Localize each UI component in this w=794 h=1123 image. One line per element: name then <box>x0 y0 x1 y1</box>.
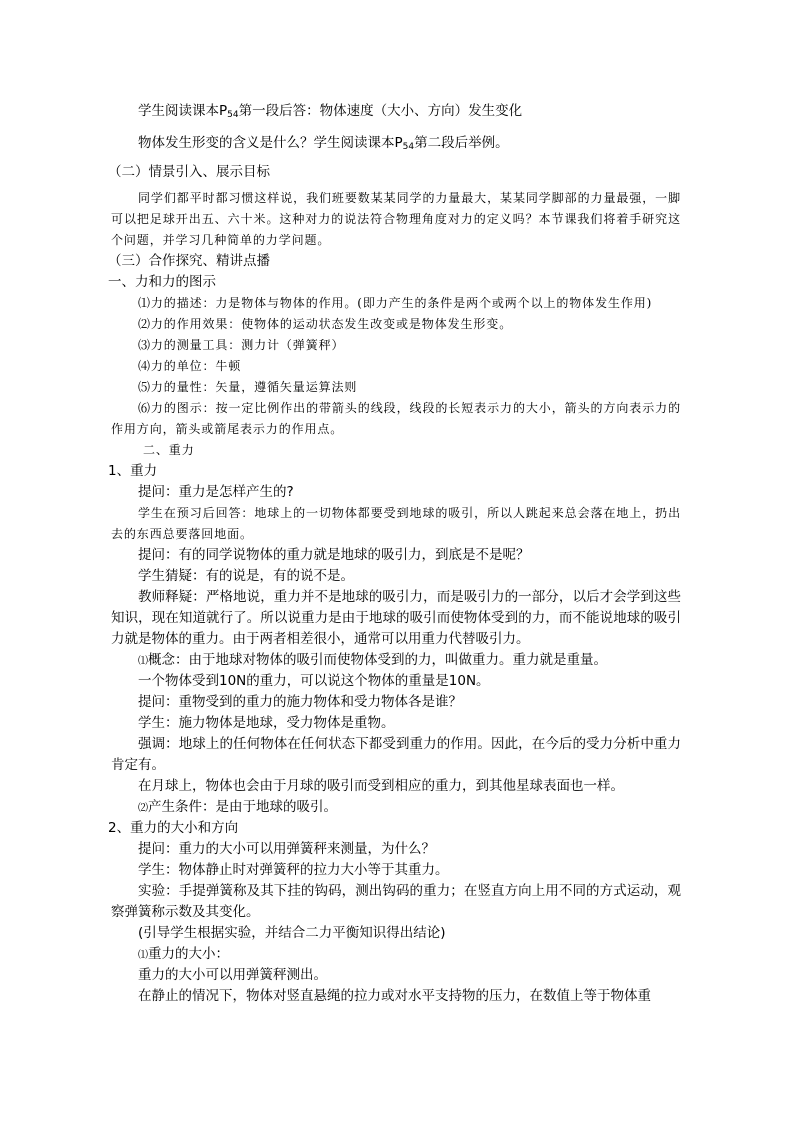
force-item-5: ⑸力的量性：矢量，遵循矢量运算法则 <box>138 380 358 394</box>
gravity-question-3: 提问：重物受到的重力的施力物体和受力物体各是谁？ <box>138 694 462 710</box>
heading-situation: （二）情景引入、展示目标 <box>108 164 270 180</box>
force-item-4: ⑷力的单位：牛顿 <box>138 359 242 373</box>
gravity-answer-1: 学生在预习后回答：地球上的一切物体都要受到地球的吸引，所以人跳起来总会落在地上，扔出去的东西总要落回地面。 <box>111 506 681 541</box>
heading-force: 一、力和力的图示 <box>108 274 216 290</box>
gravity-example: 一个物体受到10N的重力，可以说这个物体的重量是10N。 <box>138 673 490 689</box>
document-body <box>108 101 681 1007</box>
gravity2-guide: (引导学生根据实验，并结合二力平衡知识得出结论) <box>138 925 446 941</box>
gravity-concept: ⑴概念：由于地球对物体的吸引而使物体受到的力，叫做重力。重力就是重量。 <box>138 652 607 668</box>
gravity-stress: 强调：地球上的任何物体在任何状态下都受到重力的作用。因此，在今后的受力分析中重力肯定有。 <box>111 736 681 773</box>
paragraph-situation: 同学们都平时都习惯这样说，我们班要数某某同学的力量最大，某某同学脚部的力量最强，一脚可以把足球开出五、六十米。这种对力的说法符合物理角度对力的定义吗？本节课我们将着手研究这个问题，并学习几种简单的力学问题。 <box>111 191 681 247</box>
force-item-2: ⑵力的作用效果：使物体的运动状态发生改变或是物体发生形变。 <box>138 317 513 331</box>
gravity2-measure: 重力的大小可以用弹簧秤测出。 <box>138 967 327 983</box>
gravity2-size-heading: ⑴重力的大小： <box>138 946 229 962</box>
heading-explore: （三）合作探究、精讲点播 <box>108 253 270 269</box>
heading-gravity: 二、重力 <box>143 443 195 457</box>
line-answer-1: 学生阅读课本$P_{54}$第一段后答：物体速度（大小、方向）发生变化 <box>138 103 523 120</box>
heading-gravity-2: 2、重力的大小和方向 <box>108 820 239 836</box>
gravity-student-guess: 学生猜疑：有的说是，有的说不是。 <box>138 568 354 584</box>
gravity2-question: 提问：重力的大小可以用弹簧秤来测量，为什么？ <box>138 841 435 857</box>
gravity-answer-3: 学生：施力物体是地球，受力物体是重物。 <box>138 715 395 731</box>
gravity-moon: 在月球上，物体也会由于月球的吸引而受到相应的重力，到其他星球表面也一样。 <box>138 778 624 794</box>
gravity-question-1: 提问：重力是怎样产生的? <box>138 484 294 500</box>
gravity-condition: ⑵产生条件：是由于地球的吸引。 <box>138 799 337 815</box>
force-item-3: ⑶力的测量工具：测力计（弹簧秤） <box>138 338 345 352</box>
gravity-teacher-explanation: 教师释疑：严格地说，重力并不是地球的吸引力，而是吸引力的一部分，以后才会学到这些知识，现在知道就行了。所以说重力是由于地球的吸引而使物体受到的力，而不能说地球的吸引力就是物体的重力。由于两者相差很小，通常可以用重力代替吸引力。 <box>111 589 681 647</box>
force-item-1: ⑴力的描述：力是物体与物体的作用。(即力产生的条件是两个或两个以上的物体发生作用) <box>138 296 653 310</box>
gravity2-answer: 学生：物体静止时对弹簧秤的拉力大小等于其重力。 <box>138 862 449 878</box>
force-item-6: ⑹力的图示：按一定比例作出的带箭头的线段，线段的长短表示力的大小，箭头的方向表示力的作用方向，箭头或箭尾表示力的作用点。 <box>111 401 681 436</box>
line-question-deformation: 物体发生形变的含义是什么？学生阅读课本$P_{54}$第二段后举例。 <box>138 135 509 152</box>
gravity2-experiment: 实验：手提弹簧称及其下挂的钩码，测出钩码的重力；在竖直方向上用不同的方式运动，观察弹簧称示数及其变化。 <box>111 883 681 920</box>
gravity-question-2: 提问：有的同学说物体的重力就是地球的吸引力，到底是不是呢？ <box>138 547 530 563</box>
heading-gravity-1: 1、重力 <box>108 463 158 479</box>
gravity2-static: 在静止的情况下，物体对竖直悬绳的拉力或对水平支持物的压力，在数值上等于物体重 <box>138 988 651 1004</box>
